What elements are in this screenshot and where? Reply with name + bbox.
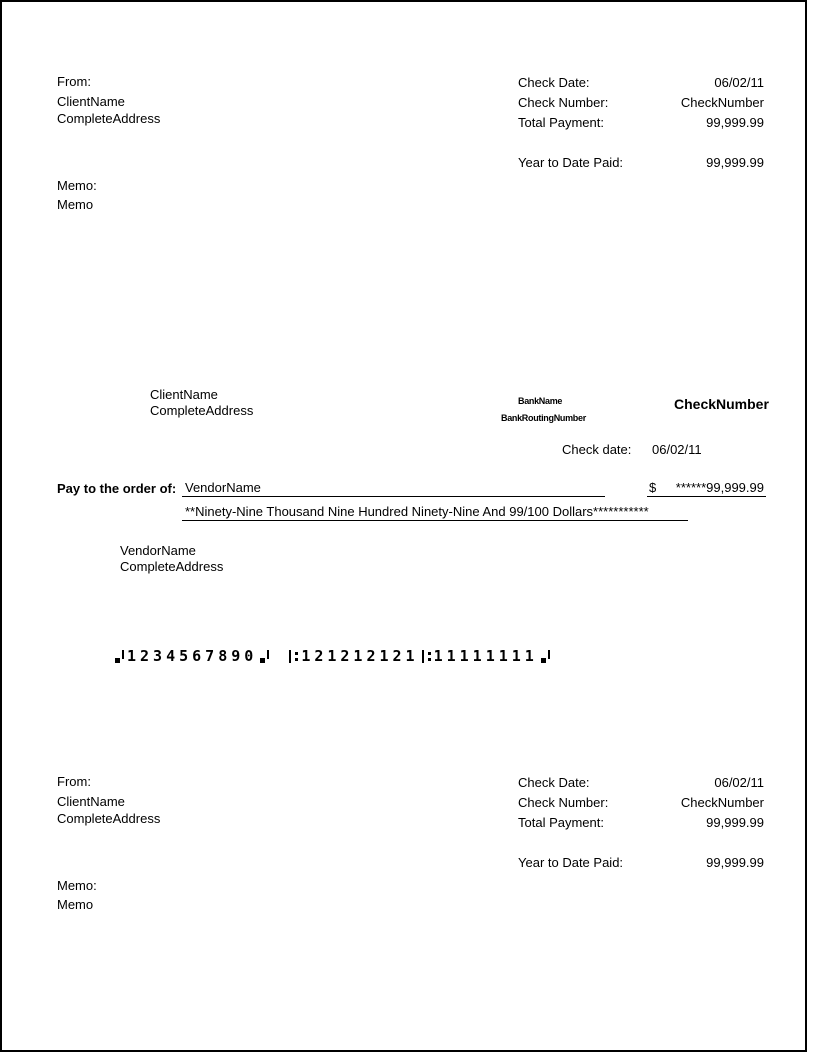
check-date-value: 06/02/11 [652,442,702,457]
client-name: ClientName [57,794,125,809]
from-label: From: [57,74,91,89]
client-name: ClientName [57,94,125,109]
check-date-value: 06/02/11 [714,75,764,90]
check-date-label: Check Date: [518,75,590,90]
check-date-value: 06/02/11 [714,775,764,790]
micr-check-number: 1234567890 [127,646,258,665]
ytd-paid-label: Year to Date Paid: [518,855,624,870]
total-payment-value: 99,999.99 [706,815,764,830]
micr-on-us-icon [115,650,124,663]
check-number-display: CheckNumber [674,396,769,412]
check-number-value: CheckNumber [680,95,764,110]
pay-to-order-label: Pay to the order of: [57,481,177,496]
check-number-label: Check Number: [518,795,609,810]
check-date-label: Check date: [562,442,632,457]
total-payment-value: 99,999.99 [706,115,764,130]
ytd-paid-label: Year to Date Paid: [518,155,624,170]
amount-numeric: ******99,999.99 [675,480,764,495]
payer-address: CompleteAddress [150,403,254,418]
memo-label: Memo: [57,178,97,193]
ytd-paid-value: 99,999.99 [706,155,764,170]
vendor-address: CompleteAddress [120,559,224,574]
micr-transit-icon [289,650,298,663]
client-address: CompleteAddress [57,811,161,826]
vendor-name: VendorName [120,543,196,558]
check-number-value: CheckNumber [680,795,764,810]
payer-name: ClientName [150,387,218,402]
memo-label: Memo: [57,878,97,893]
micr-transit-icon [422,650,431,663]
check-number-label: Check Number: [518,95,609,110]
bank-routing-number: BankRoutingNumber [501,413,586,423]
micr-routing-number: 121212121 [301,646,419,665]
total-payment-label: Total Payment: [518,815,604,830]
dollar-sign: $ [649,480,657,495]
check-date-label: Check Date: [518,775,590,790]
micr-on-us-icon [260,650,269,663]
micr-account-number: 11111111 [433,646,538,665]
from-label: From: [57,774,91,789]
payee-name-field: VendorName [182,479,605,497]
ytd-paid-value: 99,999.99 [706,855,764,870]
amount-words-field: **Ninety-Nine Thousand Nine Hundred Ninety-Nine And 99/100 Dollars*********** [182,503,688,521]
memo-value: Memo [57,197,94,212]
amount-field [647,479,766,497]
micr-on-us-icon [541,650,550,663]
memo-value: Memo [57,897,94,912]
total-payment-label: Total Payment: [518,115,604,130]
micr-line [112,648,553,664]
bank-name: BankName [518,396,563,406]
client-address: CompleteAddress [57,111,161,126]
payment-stub-bottom [2,702,805,932]
payment-stub-top [2,2,805,232]
